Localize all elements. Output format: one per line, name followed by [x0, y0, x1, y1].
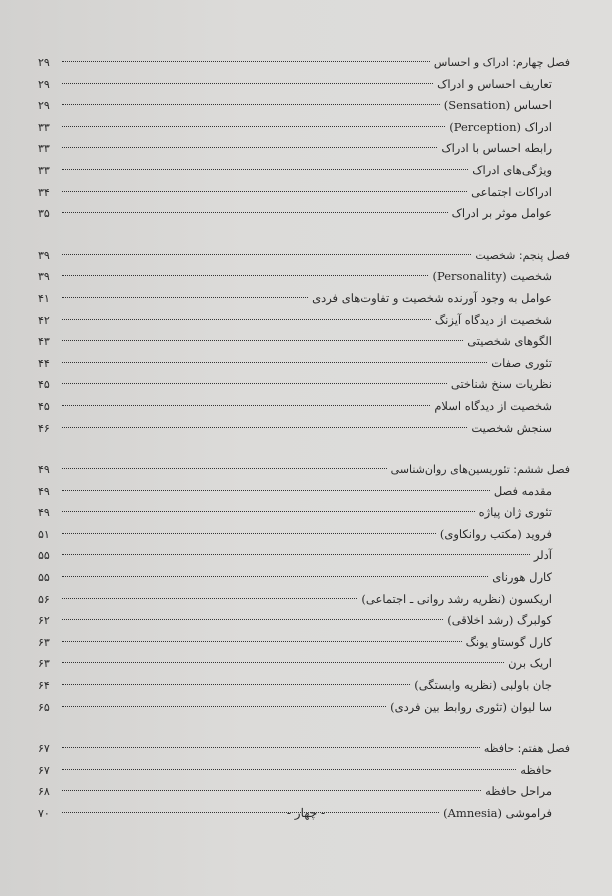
toc-entry — [38, 288, 570, 310]
dot-leader — [62, 212, 448, 213]
toc-entry — [38, 481, 570, 503]
entry-title: نظریات سنخ شناختی — [450, 377, 552, 392]
chapter-title: فصل پنجم: شخصیت — [475, 248, 570, 262]
page-number: ۲۹ — [38, 56, 50, 69]
page-number: ۴۴ — [38, 356, 50, 370]
toc-section — [38, 52, 570, 225]
page-number: ۳۴ — [38, 185, 50, 199]
entry-title: کولبرگ (رشد اخلاقی) — [447, 613, 552, 628]
dot-leader — [62, 747, 480, 748]
page-number: ۳۳ — [38, 163, 50, 177]
chapter-title: فصل چهارم: ادراک و احساس — [433, 56, 570, 69]
entry-title: آدلر — [533, 548, 552, 563]
page-number: ۴۹ — [38, 506, 50, 520]
dot-leader — [62, 126, 445, 127]
dot-leader — [62, 319, 431, 320]
chapter-title: فصل هفتم: حافظه — [483, 742, 570, 756]
toc-entry — [38, 610, 570, 632]
toc-entry — [38, 396, 570, 418]
entry-title: تئوری صفات — [491, 355, 552, 370]
dot-leader — [62, 511, 475, 512]
page-number: ۴۵ — [38, 378, 50, 392]
toc-section — [38, 459, 570, 718]
dot-leader — [62, 769, 516, 770]
table-of-contents — [38, 52, 570, 845]
entry-title: فروید (مکتب روانکاوی) — [439, 526, 552, 541]
dot-leader — [62, 427, 467, 428]
page-number: ۶۷ — [38, 763, 50, 777]
page-footer: - چهار - — [286, 806, 326, 820]
dot-leader — [62, 490, 490, 491]
page-number: ۳۵ — [38, 207, 50, 221]
entry-title: احساس (Sensation) — [443, 98, 552, 113]
dot-leader — [62, 275, 428, 276]
entry-title: حافظه — [520, 762, 552, 777]
entry-title: عوامل به وجود آورنده شخصیت و تفاوت‌های فردی — [312, 290, 552, 305]
dot-leader — [62, 684, 410, 685]
entry-title: فراموشی (Amnesia) — [443, 806, 552, 820]
entry-title: شخصیت از دیدگاه آیزنگ — [434, 312, 552, 327]
page-number: ۵۵ — [38, 549, 50, 563]
chapter-heading — [38, 738, 570, 760]
toc-entry — [38, 374, 570, 396]
toc-entry — [38, 117, 570, 139]
entry-title: کارل گوستاو یونگ — [465, 634, 552, 649]
entry-title: اریک برن — [508, 656, 552, 671]
toc-entry — [38, 524, 570, 546]
toc-entry — [38, 502, 570, 524]
entry-title: عوامل موثر بر ادراک — [451, 206, 552, 221]
entry-title: اریکسون (نظریه رشد روانی ـ اجتماعی) — [361, 591, 552, 606]
entry-title: تئوری ژان پیاژه — [478, 505, 552, 520]
page-number: ۴۵ — [38, 399, 50, 413]
chapter-title: فصل ششم: تئوریسین‌های روان‌شناسی — [390, 463, 570, 477]
toc-entry — [38, 266, 570, 288]
page-number: ۵۶ — [38, 592, 50, 606]
page-number: ۲۹ — [38, 77, 50, 91]
dot-leader — [62, 790, 481, 791]
entry-title: مقدمه فصل — [493, 483, 552, 498]
toc-entry — [38, 675, 570, 697]
entry-title: شخصیت (Personality) — [432, 269, 552, 284]
dot-leader — [62, 191, 467, 192]
page-number: ۶۲ — [38, 614, 50, 628]
entry-title: ادراک (Perception) — [449, 119, 552, 134]
toc-entry — [38, 310, 570, 332]
dot-leader — [62, 405, 430, 406]
page-number: ۶۵ — [38, 700, 50, 714]
dot-leader — [62, 533, 436, 534]
page-number: ۶۳ — [38, 635, 50, 649]
page-number: ۳۹ — [38, 248, 50, 262]
dot-leader — [62, 619, 443, 620]
dot-leader — [62, 83, 433, 84]
dot-leader — [62, 104, 440, 105]
toc-entry — [38, 138, 570, 160]
entry-title: سنجش شخصیت — [471, 420, 552, 435]
page-number: ۵۱ — [38, 527, 50, 541]
toc-entry — [38, 567, 570, 589]
toc-entry — [38, 653, 570, 675]
toc-entry — [38, 74, 570, 96]
dot-leader — [62, 61, 430, 62]
toc-entry — [38, 589, 570, 611]
page-number: ۲۹ — [38, 99, 50, 113]
dot-leader — [62, 297, 308, 298]
toc-entry — [38, 760, 570, 782]
dot-leader — [62, 706, 386, 707]
entry-title: شخصیت از دیدگاه اسلام — [434, 398, 552, 413]
toc-entry — [38, 697, 570, 719]
toc-entry — [38, 632, 570, 654]
toc-entry — [38, 353, 570, 375]
toc-entry — [38, 203, 570, 225]
entry-title: سا لیوان (تئوری روابط بین فردی) — [390, 699, 552, 714]
entry-title: ویژگی‌های ادراک — [472, 162, 552, 177]
entry-title: جان باولبی (نظریه وابستگی) — [414, 678, 552, 693]
page-number: ۴۹ — [38, 463, 50, 477]
dot-leader — [62, 598, 357, 599]
dot-leader — [62, 641, 462, 642]
entry-title: الگوهای شخصیتی — [467, 334, 552, 349]
page-number: ۳۳ — [38, 142, 50, 156]
dot-leader — [62, 169, 468, 170]
chapter-heading — [38, 52, 570, 74]
dot-leader — [62, 468, 387, 469]
page-number: ۶۴ — [38, 679, 50, 693]
page-number: ۳۳ — [38, 120, 50, 134]
page-number: ۷۰ — [38, 807, 50, 820]
toc-section — [38, 245, 570, 439]
toc-entry — [38, 545, 570, 567]
toc-entry — [38, 418, 570, 440]
page-number: ۴۲ — [38, 313, 50, 327]
page-number: ۵۵ — [38, 571, 50, 585]
toc-entry — [38, 331, 570, 353]
dot-leader — [62, 383, 447, 384]
entry-title: مراحل حافظه — [485, 784, 552, 799]
dot-leader — [62, 554, 530, 555]
dot-leader — [62, 147, 437, 148]
page-number: ۴۹ — [38, 484, 50, 498]
dot-leader — [62, 254, 471, 255]
toc-entry — [38, 182, 570, 204]
chapter-heading — [38, 459, 570, 481]
page-number: ۳۹ — [38, 270, 50, 284]
dot-leader — [62, 362, 487, 363]
toc-entry — [38, 160, 570, 182]
page-number: ۴۶ — [38, 421, 50, 435]
entry-title: تعاریف احساس و ادراک — [437, 76, 552, 91]
page-number: ۴۳ — [38, 335, 50, 349]
page-number: ۶۸ — [38, 785, 50, 799]
page-number: ۶۷ — [38, 742, 50, 756]
dot-leader — [62, 576, 488, 577]
entry-title: رابطه احساس با ادراک — [441, 141, 552, 156]
chapter-heading — [38, 245, 570, 267]
page-number: ۶۳ — [38, 657, 50, 671]
entry-title: کارل هورنای — [492, 570, 552, 585]
page-number: ۴۱ — [38, 291, 50, 305]
toc-entry — [38, 95, 570, 117]
toc-entry — [38, 781, 570, 803]
entry-title: ادراکات اجتماعی — [471, 184, 552, 199]
dot-leader — [62, 340, 463, 341]
dot-leader — [62, 662, 504, 663]
